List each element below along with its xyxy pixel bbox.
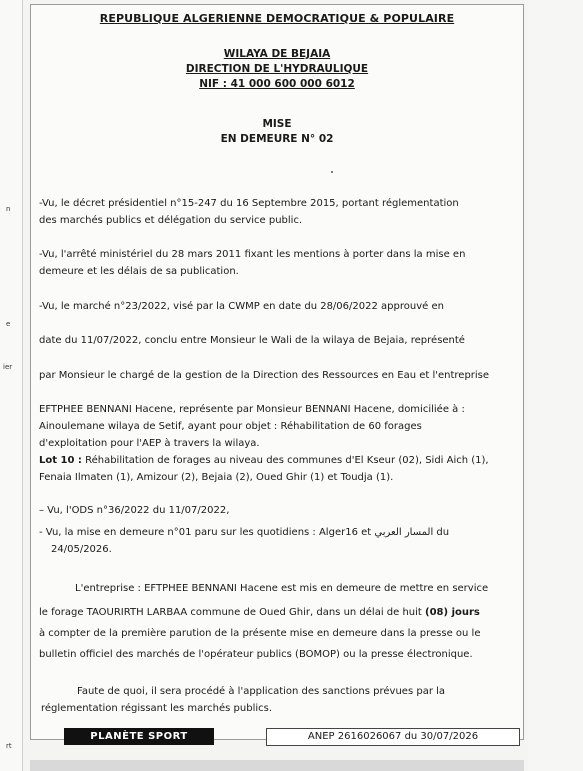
decree-paragraph-line: des marchés publics et délégation du service public.	[39, 215, 303, 226]
republic-heading: REPUBLIQUE ALGERIENNE DEMOCRATIQUE & POPULAIRE	[99, 12, 455, 25]
injunction-text: le forage TAOURIRTH LARBAA commune de Oued Ghir, dans un délai de huit	[39, 607, 426, 618]
ods-line: – Vu, l'ODS n°36/2022 du 11/07/2022,	[39, 505, 230, 516]
notice-title-line2: EN DEMEURE N° 02	[220, 133, 334, 145]
lot-paragraph-line: Fenaia Ilmaten (1), Amizour (2), Bejaia (2), Oued Ghir (1) et Toudja (1).	[39, 472, 394, 483]
nif-heading: NIF : 41 000 600 000 6012	[199, 78, 355, 90]
anep-reference: ANEP 2616026067 du 30/07/2026	[266, 728, 520, 746]
lot-label: Lot 10 :	[39, 455, 82, 466]
entreprise-paragraph-line: EFTPHEE BENNANI Hacene, représente par Monsieur BENNANI Hacene, domiciliée à :	[39, 404, 465, 415]
right-margin	[528, 0, 583, 771]
mise01-line: - Vu, la mise en demeure n°01 paru sur les quotidiens : Alger16 et المسار العربي du	[39, 527, 450, 538]
bottom-band	[30, 760, 524, 771]
entreprise-paragraph-line: d'exploitation pour l'AEP à travers la wilaya.	[39, 438, 260, 449]
marche-paragraph-line: -Vu, le marché n°23/2022, visé par la CWMP en date du 28/06/2022 approuvé en	[39, 301, 444, 312]
sanction-line: Faute de quoi, il sera procédé à l'application des sanctions prévues par la	[77, 686, 446, 697]
direction-heading: DIRECTION DE L'HYDRAULIQUE	[185, 63, 369, 75]
injunction-line: à compter de la première parution de la présente mise en demeure dans la presse ou le	[39, 628, 481, 639]
left-fragment-text: e	[6, 320, 11, 328]
section-label: PLANÈTE SPORT	[64, 728, 214, 745]
decree-paragraph-line: -Vu, le décret présidentiel n°15-247 du 16 Septembre 2015, portant réglementation	[39, 198, 459, 209]
marche-paragraph-line: par Monsieur le chargé de la gestion de la Direction des Ressources en Eau et l'entreprise	[39, 370, 490, 381]
wilaya-heading: WILAYA DE BEJAIA	[223, 48, 331, 60]
left-fragment-text: n	[6, 205, 11, 213]
delay-days: (08) jours	[425, 607, 480, 618]
left-fragment-text: rt	[6, 742, 12, 750]
left-column-fragment	[0, 0, 23, 771]
injunction-line	[39, 604, 509, 621]
entreprise-paragraph-line: Ainoulemane wilaya de Setif, ayant pour objet : Réhabilitation de 60 forages	[39, 421, 422, 432]
injunction-line: bulletin officiel des marchés de l'opérateur publics (BOMOP) ou la presse électronique.	[39, 649, 473, 660]
legal-notice	[30, 4, 524, 740]
mise01-line: 24/05/2026.	[51, 544, 112, 555]
notice-footer	[30, 728, 524, 746]
arrete-paragraph-line: demeure et les délais de sa publication.	[39, 266, 239, 277]
sanction-line: réglementation régissant les marchés publics.	[41, 703, 273, 714]
arrete-paragraph-line: -Vu, l'arrêté ministériel du 28 mars 2011 fixant les mentions à porter dans la mise en	[39, 249, 466, 260]
marche-paragraph-line: date du 11/07/2022, conclu entre Monsieur le Wali de la wilaya de Bejaia, représenté	[39, 335, 465, 346]
notice-title-line1: MISE	[262, 118, 292, 130]
injunction-line: L'entreprise : EFTPHEE BENNANI Hacene est mis en demeure de mettre en service	[75, 583, 489, 594]
lot-text: Réhabilitation de forages au niveau des communes d'El Kseur (02), Sidi Aich (1),	[81, 455, 489, 466]
speck	[331, 171, 333, 173]
lot-paragraph-line	[39, 452, 509, 469]
left-fragment-text: ier	[3, 363, 13, 371]
